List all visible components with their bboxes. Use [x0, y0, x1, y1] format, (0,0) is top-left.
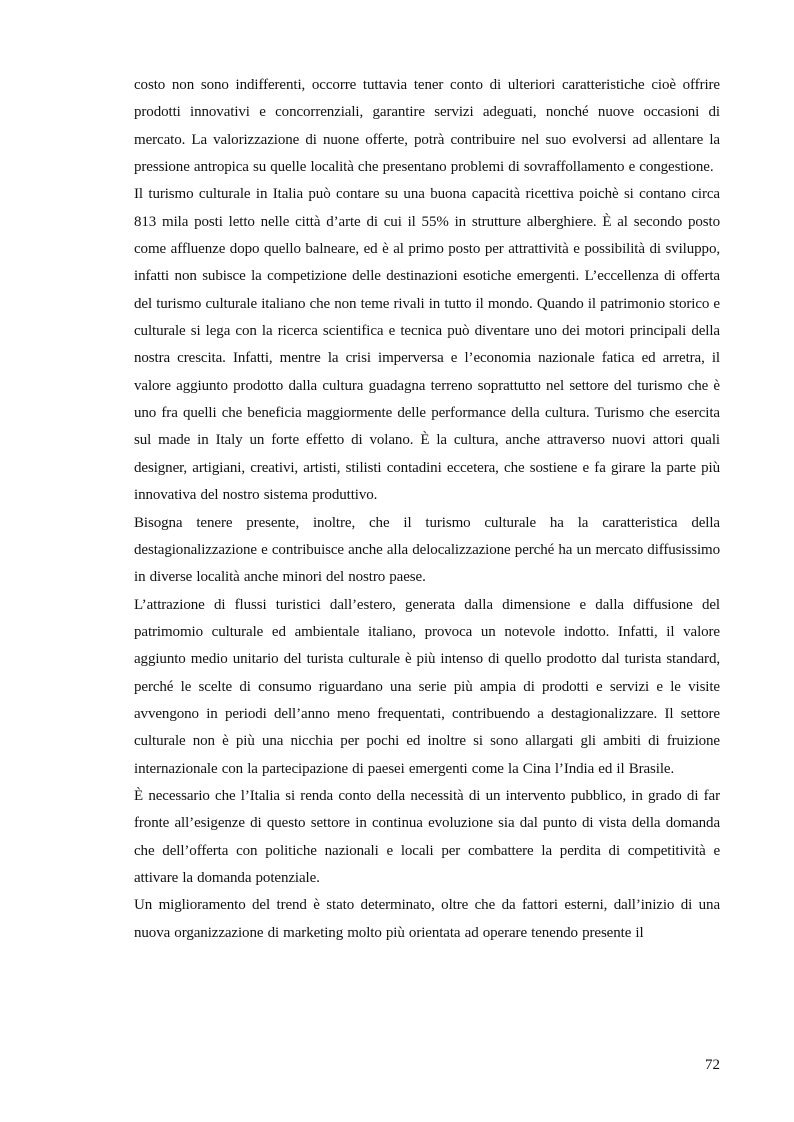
paragraph-cost-considerations: costo non sono indifferenti, occorre tuttavia tener conto di ulteriori caratteristiche cioè offrire prodotti innovativi e concorrenziali, garantire servizi adeguati, nonché nuove occasioni di mercato. La valorizzazione di nuone offerte, potrà contribuire nel suo evolversi ad allentare la pressione antropica su quelle località che presentano problemi di sovraffollamento e congestione. [134, 77, 720, 176]
paragraph-foreign-flows: L’attrazione di flussi turistici dall’estero, generata dalla dimensione e dalla diffusione del patrimomio culturale ed ambientale italiano, provoca un notevole indotto. Infatti, il valore aggiunto medio unitario del turista culturale è più intenso di quello prodotto dal turista standard, perché le scelte di consumo riguardano una serie più ampia di prodotti e servizi e le visite avvengono in periodi dell’anno meno frequentati, contribuendo a destagionalizzare. Il settore culturale non è più una nicchia per pochi ed inoltre si sono allargati gli ambiti di fruizione internazionale con la partecipazione di paesei emergenti come la Cina l’India ed il Brasile. [134, 596, 720, 777]
page-number: 72 [705, 1057, 720, 1073]
paragraph-trend-improvement: Un miglioramento del trend è stato determinato, oltre che da fattori esterni, dall’inizio di una nuova organizzazione di marketing molto più orientata ad operare tenendo presente il [134, 897, 720, 941]
page-body [134, 72, 720, 947]
paragraph-cultural-tourism: Il turismo culturale in Italia può contare su una buona capacità ricettiva poichè si contano circa 813 mila posti letto nelle città d’arte di cui il 55% in strutture alberghiere. È al secondo posto come affluenze dopo quello balneare, ed è al primo posto per attrattività e possibilità di sviluppo, infatti non subisce la competizione delle destinazioni esotiche emergenti. L’eccellenza di offerta del turismo culturale italiano che non teme rivali in tutto il mondo. Quando il patrimonio storico e culturale si lega con la ricerca scientifica e tecnica può diventare uno dei motori principali della nostra crescita. Infatti, mentre la crisi imperversa e l’economia nazionale fatica ed arretra, il valore aggiunto prodotto dalla cultura guadagna terreno soprattutto nel settore del turismo che è uno fra quelli che beneficia maggiormente delle performance della cultura. Turismo che esercita sul made in Italy un forte effetto di volano. È la cultura, anche attraverso nuovi attori quali designer, artigiani, creativi, artisti, stilisti contadini eccetera, che sostiene e fa girare la parte più innovativa del nostro sistema produttivo. [134, 186, 720, 504]
paragraph-seasonality: Bisogna tenere presente, inoltre, che il turismo culturale ha la caratteristica della destagionalizzazione e contribuisce anche alla delocalizzazione perché ha un mercato diffusissimo in diverse località anche minori del nostro paese. [134, 514, 720, 586]
paragraph-public-intervention: È necessario che l’Italia si renda conto della necessità di un intervento pubblico, in grado di far fronte all’esigenze di questo settore in continua evoluzione sia dal punto di vista della domanda che dell’offerta con politiche nazionali e locali per combattere la perdita di competitività e attivare la domanda potenziale. [134, 787, 720, 886]
